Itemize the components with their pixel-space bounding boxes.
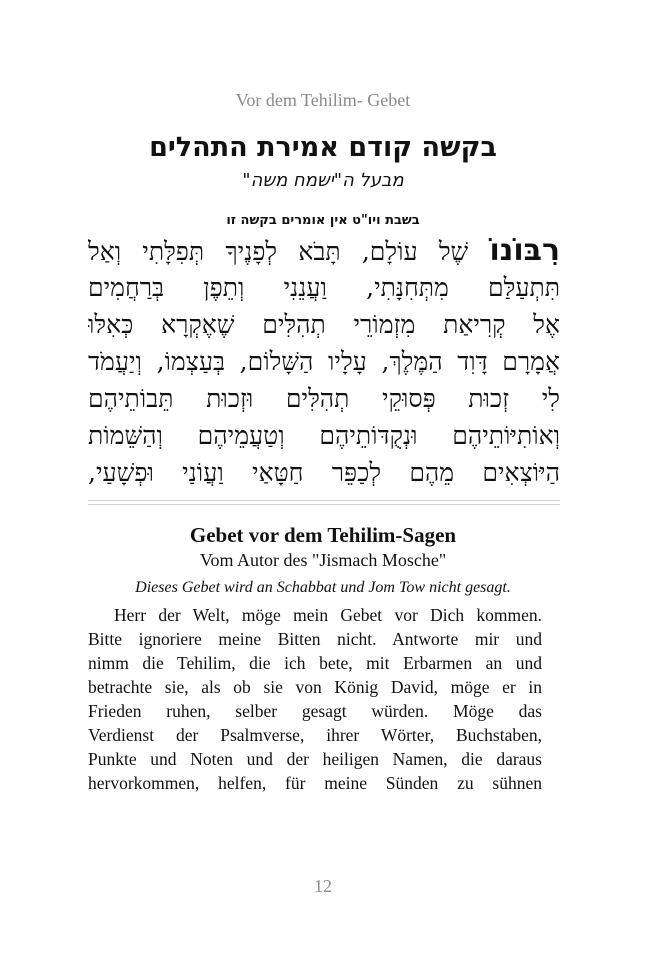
- hebrew-note: בשבת ויו"ט אין אומרים בקשה זו: [226, 213, 420, 228]
- german-title: Gebet vor dem Tehilim-Sagen: [189, 523, 457, 547]
- hebrew-prayer-line: אֲמָרָם דָּוִד הַמֶּלֶךְ, עָלָיו הַשָּׁלוֹם, בְּעַצְמוֹ, וְיַעֲמֹד: [88, 347, 560, 376]
- hebrew-prayer-line: וְאוֹתִיּוֹתֵיהֶם וּנְקֻדּוֹתֵיהֶם וְטַעֲמֵיהֶם וְהַשֵּׁמוֹת: [88, 421, 560, 450]
- german-body-line: Verdienst der Psalmverse, ihrer Wörter, Buchstaben,: [88, 725, 542, 745]
- german-body-line: hervorkommen, helfen, für meine Sünden zu sühnen: [88, 773, 542, 793]
- hebrew-prayer-line: אֶל קְרִיאַת מִזְמוֹרֵי תְהִלִּים שֶׁאֶקְרָא כְּאִלּוּ: [88, 310, 560, 339]
- hebrew-prayer-line: [88, 232, 560, 269]
- german-subtitle: Vom Autor des "Jismach Mosche": [199, 550, 447, 570]
- german-body-line: Frieden ruhen, selber gesagt würden. Möge das: [88, 701, 542, 721]
- german-body-line: Bitte ignoriere meine Bitten nicht. Antworte mir und: [88, 629, 542, 649]
- german-body: [88, 603, 542, 795]
- german-body-line: Punkte und Noten und der heiligen Namen, die daraus: [88, 749, 542, 769]
- german-body-line: nimm die Tehilim, die ich bete, mit Erbarmen an und: [88, 653, 542, 673]
- german-body-line: Herr der Welt, möge mein Gebet vor Dich kommen.: [114, 605, 542, 625]
- german-body-line: betrachte sie, als ob sie von König David, möge er in: [88, 677, 542, 697]
- hebrew-line-text: שֶׁל עוֹלָם, תָּבֹא לְפָנֶיךָ תְּפִלָּתִי וְאַל: [88, 237, 469, 266]
- hebrew-prayer-line: לִי זְכוּת פְּסוּקֵי תְהִלִּים וּזְכוּת תֵּבוֹתֵיהֶם: [88, 384, 560, 413]
- german-note: Dieses Gebet wird an Schabbat und Jom Tow nicht gesagt.: [135, 579, 511, 596]
- hebrew-first-word: רִבּוֹנוֹ: [489, 233, 560, 268]
- hebrew-prayer: [88, 232, 560, 491]
- running-header: Vor dem Tehilim- Gebet: [235, 90, 411, 110]
- hebrew-subtitle: מבעל ה"ישמח משה": [242, 170, 404, 191]
- hebrew-prayer-line: הַיּוֹצְאִים מֵהֶם לְכַפֵּר חַטָּאַי וַעֲוֹנַי וּפְשָׁעַי,: [88, 458, 560, 487]
- hebrew-title: בקשה קודם אמירת התהלים: [149, 132, 497, 163]
- hebrew-prayer-line: תִּתְעַלַּם מִתְּחִנָּתִי, וַעֲנֵנִי וְתֵפֶן בְּרַחֲמִים: [88, 273, 560, 302]
- section-divider: [88, 500, 560, 505]
- page-number: 12: [314, 876, 332, 896]
